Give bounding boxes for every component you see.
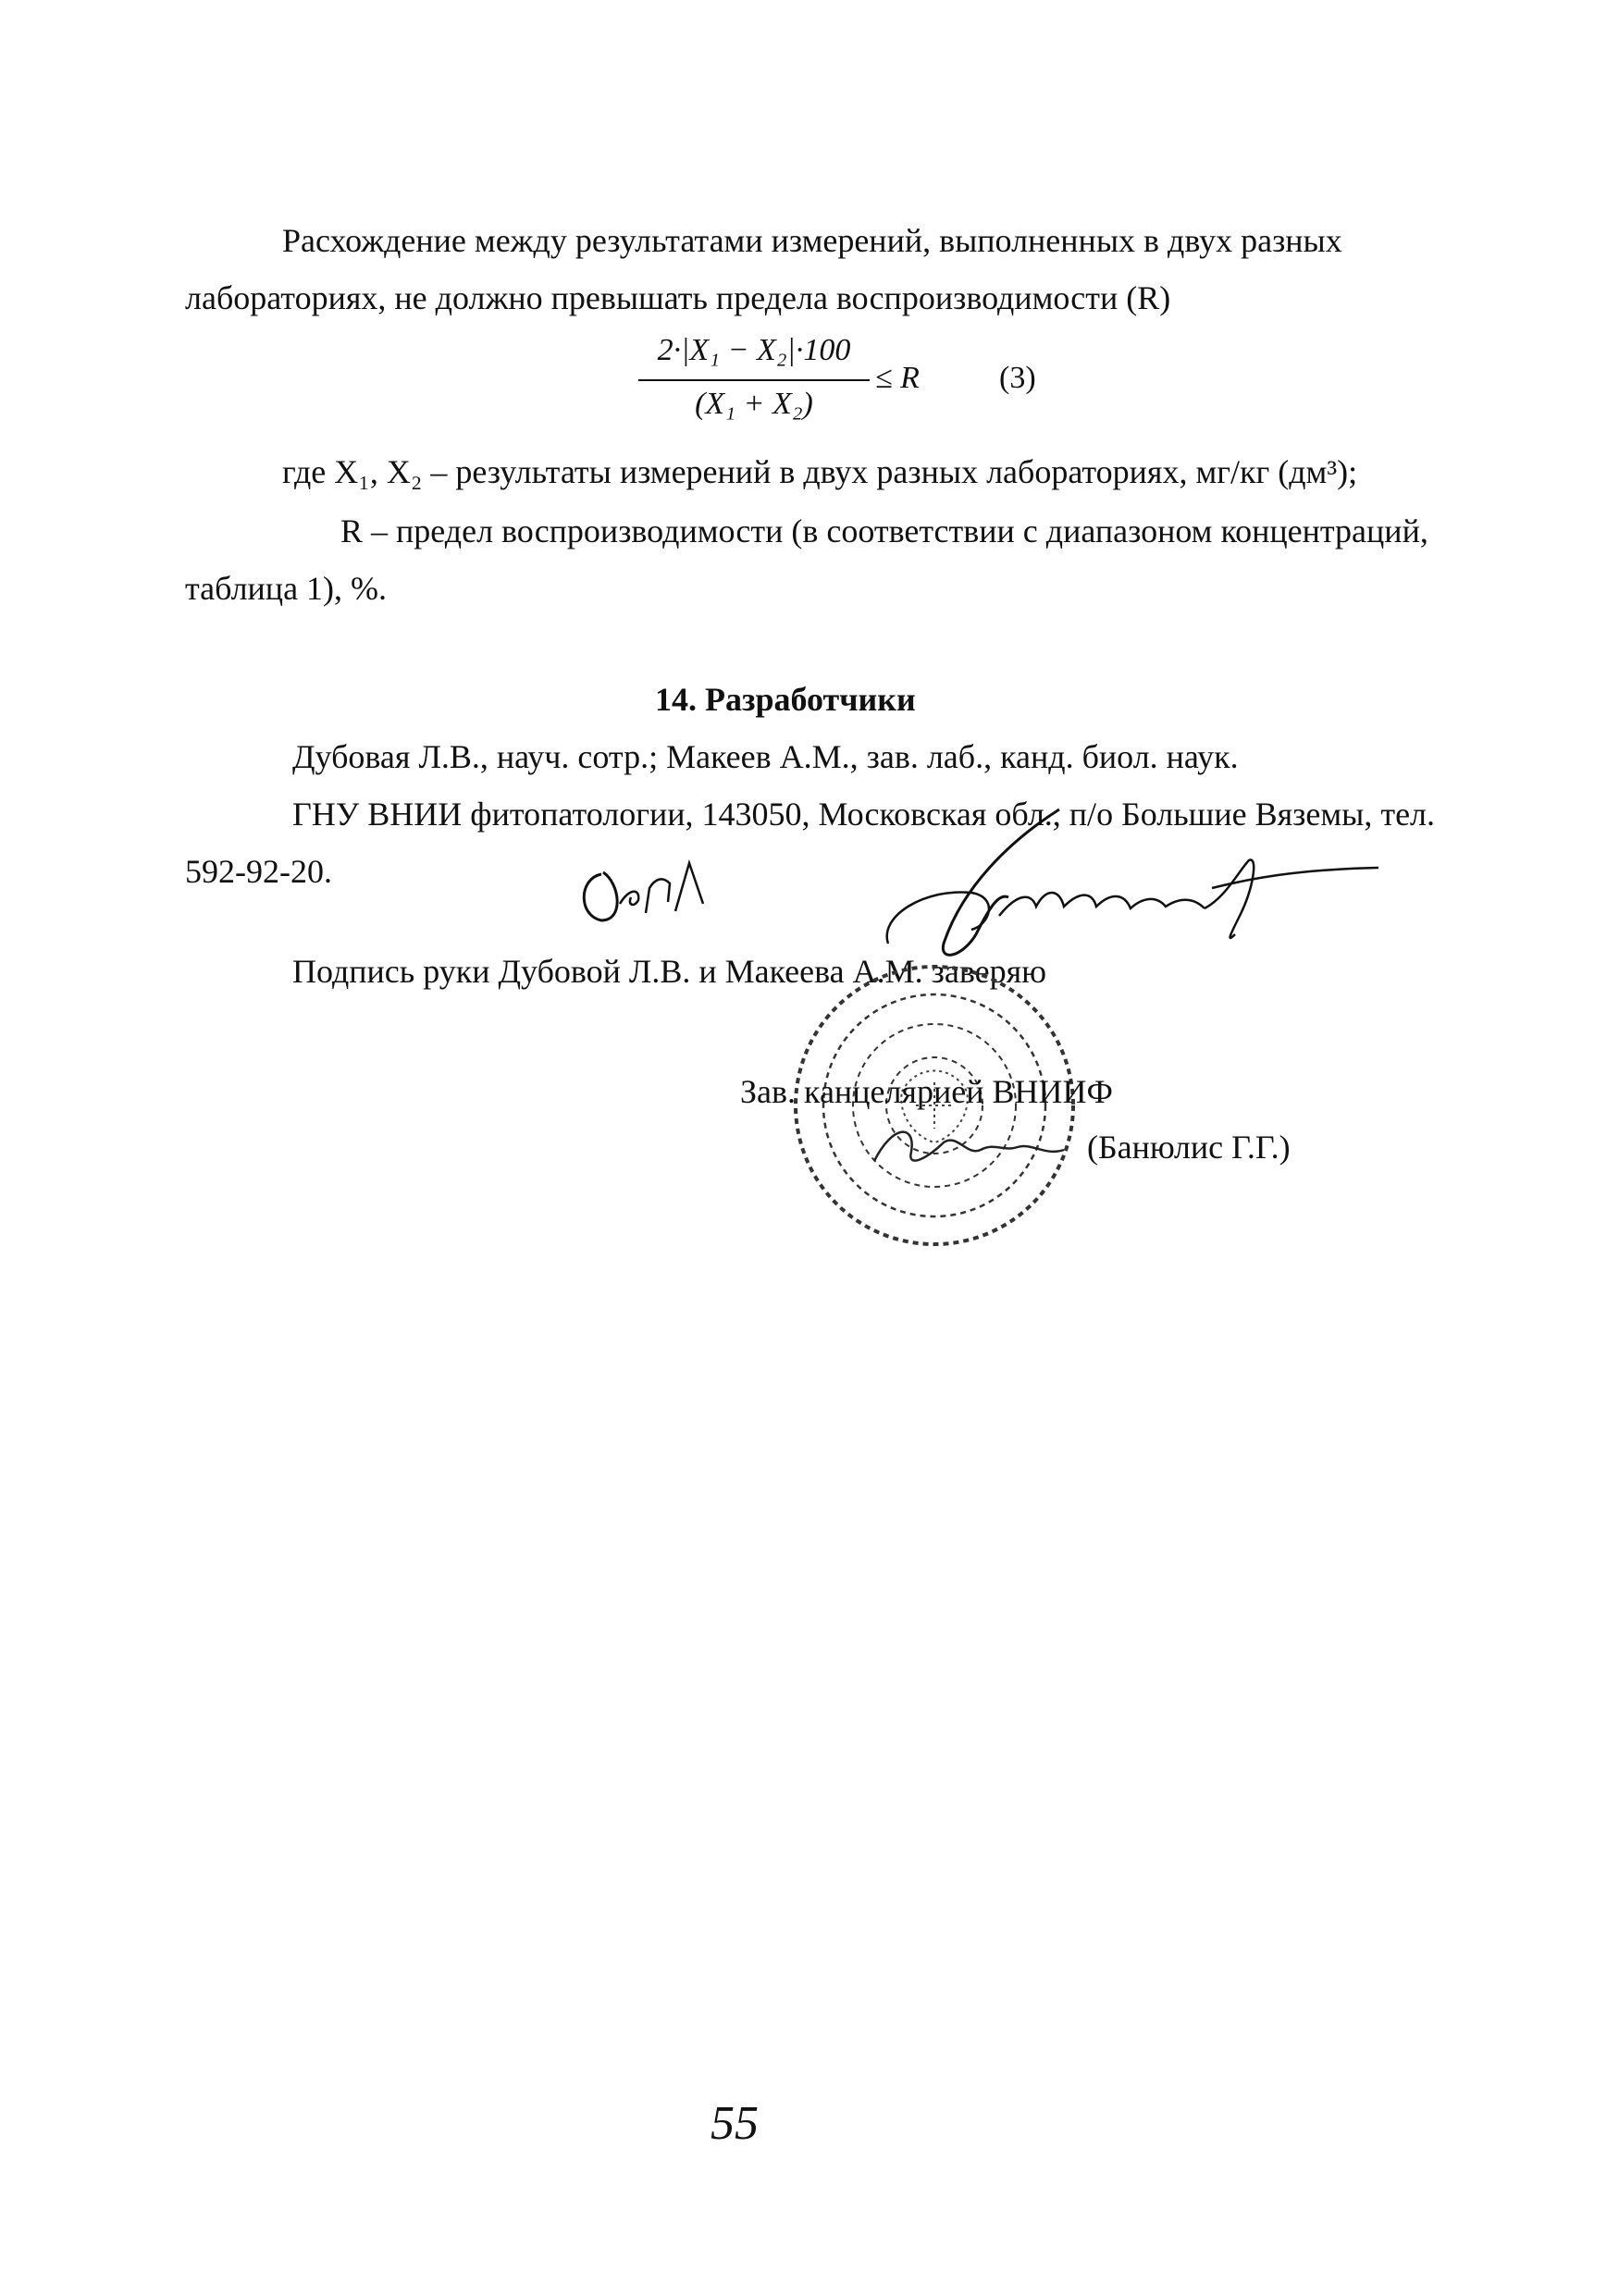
signature-office-head [865,1115,1078,1179]
page-number: 55 [711,2097,759,2150]
where-line-3: таблица 1), %. [185,570,388,607]
formula-3 [638,333,1119,435]
formula-numerator: 2·|X₁ − X₂|·100 [657,333,851,367]
where-line-2: R – предел воспроизводимости (в соответствии с диапазоном концентраций, [340,512,1428,549]
section-heading: 14. Разработчики [655,681,916,718]
paragraph-line-1: Расхождение между результатами измерений, выполненных в двух разных [282,222,1342,259]
fraction-bar [638,379,870,381]
formula-relation: ≤ R [875,361,920,395]
organization-line-2: 592-92-20. [185,853,332,890]
paragraph-line-2: лабораториях, не должно превышать предела воспроизводимости (R) [185,279,1171,316]
equation-number: (3) [999,361,1036,395]
organization-line-1: ГНУ ВНИИ фитопатологии, 143050, Московская обл., п/о Большие Вяземы, тел. [292,796,1436,833]
signature-dubovaya [574,846,759,930]
formula-denominator: (X₁ + X₂) [695,387,813,421]
office-head-title: Зав. канцелярией ВНИИФ [740,1073,1113,1110]
office-head-name: (Банюлис Г.Г.) [1087,1129,1291,1166]
developers-line: Дубовая Л.В., науч. сотр.; Макеев А.М., зав. лаб., канд. биол. наук. [292,738,1239,775]
where-line-1: где X₁, X₂ – результаты измерений в двух разных лабораториях, мг/кг (дм³); [282,453,1358,490]
signature-makeev [860,805,1378,971]
certification-text: Подпись руки Дубовой Л.В. и Макеева А.М. заверяю [292,953,1047,990]
formula-fraction [638,333,870,422]
